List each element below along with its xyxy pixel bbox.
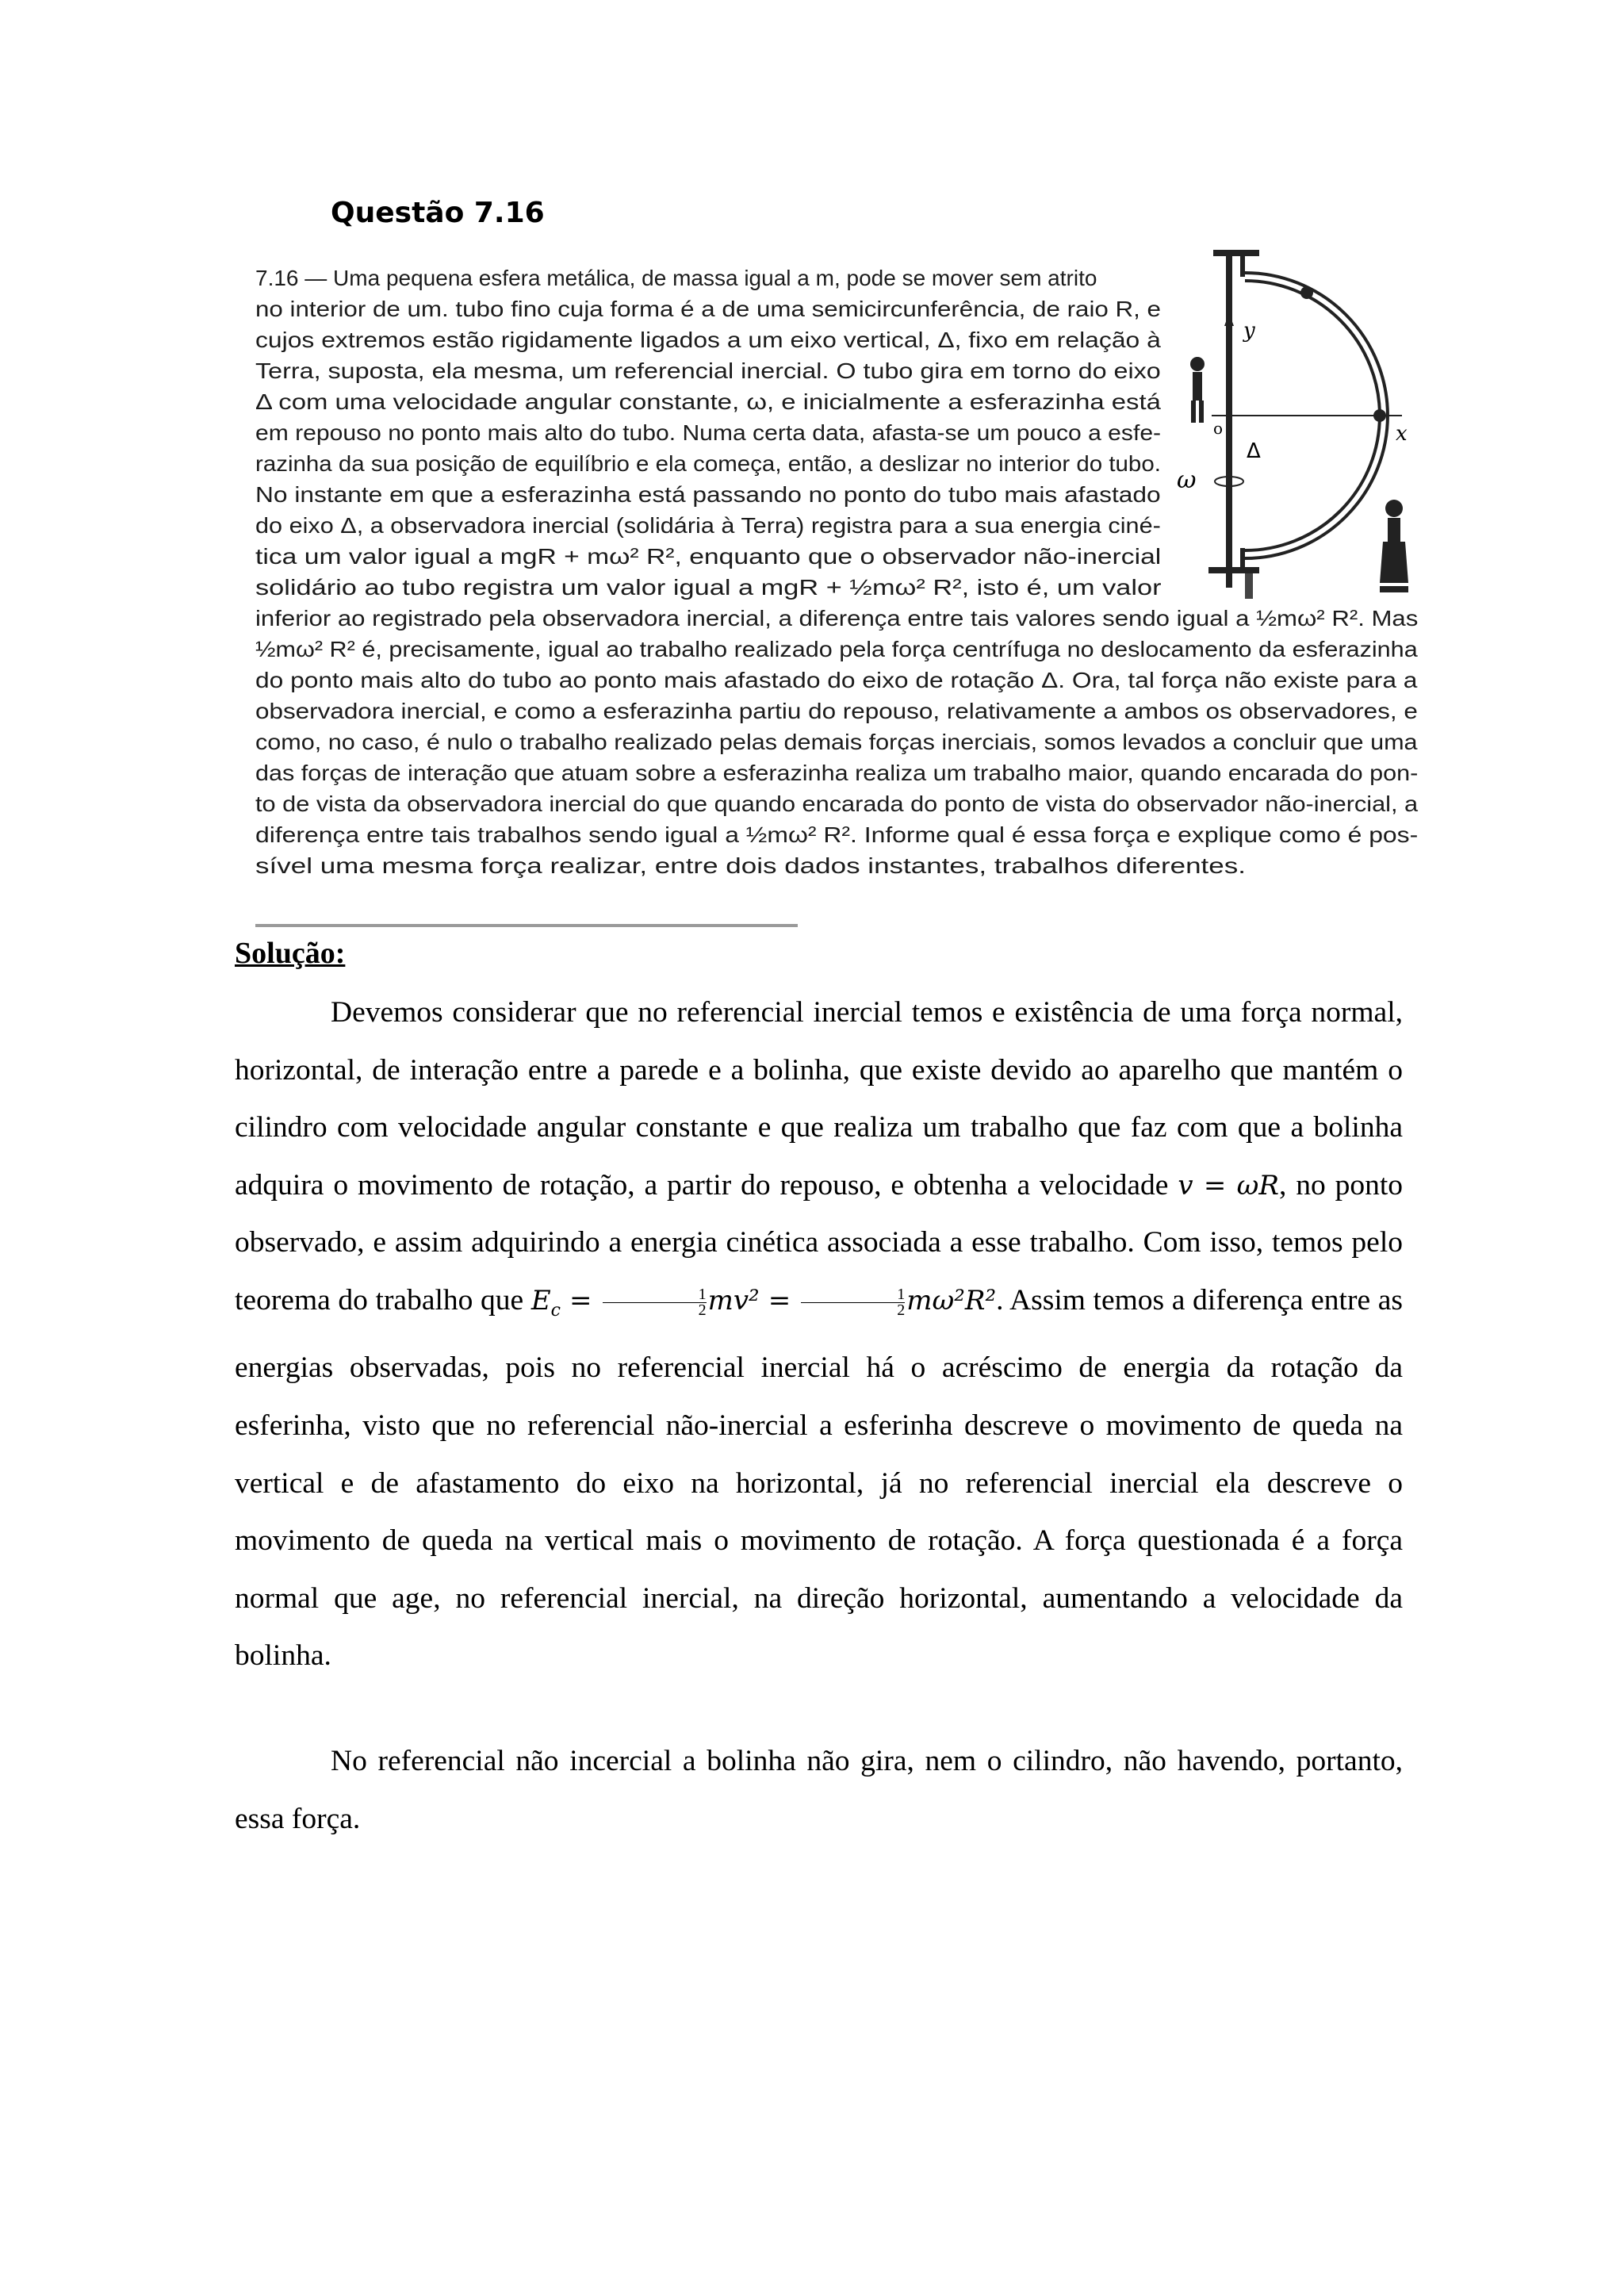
- lower-clamp: [1240, 548, 1245, 567]
- scan-line: No instante em que a esferazinha está passando no ponto do tubo mais afastado: [255, 482, 1161, 507]
- scan-line: 7.16 — Uma pequena esfera metálica, de massa igual a m, pode se mover sem atrito: [255, 266, 1097, 290]
- scan-line: em repouso no ponto mais alto do tubo. Numa certa data, afasta-se um pouco a esfe-: [255, 420, 1162, 445]
- equals-sign: =: [560, 1284, 601, 1317]
- fraction-half: [603, 1287, 707, 1318]
- p1-text-b: , no ponto observado, e assim adquirindo a energia cinética associada a esse trabalho. Com isso, temos pelo teorema do trabalho que: [235, 1168, 1403, 1317]
- vertical-axis-shaft: [1226, 255, 1232, 588]
- scan-line: Δ com uma velocidade angular constante, ω, e inicialmente a esferazinha está: [255, 389, 1161, 414]
- scan-line: tica um valor igual a mgR + mω² R², enquanto que o observador não-inercial: [255, 544, 1162, 569]
- energy-E: E: [530, 1284, 551, 1317]
- scan-line: razinha da sua posição de equilíbrio e ela começa, então, a deslizar no interior do tubo.: [255, 451, 1161, 476]
- scan-line: inferior ao registrado pela observadora inercial, a diferença entre tais valores sendo igual a ½mω² R². Mas: [255, 606, 1419, 631]
- scan-line: das forças de interação que atuam sobre a esferazinha realiza um trabalho maior, quando encarada do pon-: [255, 761, 1419, 785]
- scan-line: cujos extremos estão rigidamente ligados a um eixo vertical, Δ, fixo em relação à: [255, 328, 1161, 352]
- question-title: Questão 7.16: [331, 197, 545, 229]
- upper-clamp: [1240, 255, 1245, 277]
- p1-text-c: . Assim temos a diferença entre as energias observadas, pois no referencial inercial há o acréscimo de energia da rotação da esferinha, visto que no referencial não-inercial a esferinha descreve o movimento de queda na vertical e de afastamento do eixo na horizontal, já no referencial inercial ela descreve o movimento de queda na vertical mais o movimento de rotação. A força questionada é a força normal que age, no referencial inercial, na direção horizontal, aumentando a velocidade da bolinha.: [235, 1283, 1403, 1673]
- fraction-denominator: 2: [698, 1301, 707, 1319]
- p1-text-a: Devemos considerar que no referencial inercial temos e existência de uma força normal, horizontal, de interação entre a parede e a bolinha, que existe devido ao aparelho que mantém o cilindro com velocidade angular constante e que realiza um trabalho que faz com que a bolinha adquira o movimento de rotação, a partir do repouso, e obtenha a velocidade: [235, 996, 1403, 1202]
- scan-line: ½mω² R² é, precisamente, igual ao trabalho realizado pela força centrífuga no deslocamento da esferazinha: [255, 637, 1418, 661]
- fraction-numerator: 1: [801, 1287, 905, 1303]
- label-omega: ω: [1177, 466, 1197, 494]
- kinetic-energy-symbol: [530, 1284, 601, 1320]
- scan-line: do eixo Δ, a observadora inercial (solidária à Terra) registra para a sua energia ciné-: [255, 513, 1161, 538]
- fraction-numerator: 1: [603, 1287, 707, 1303]
- mv2-term: mv² =: [707, 1284, 800, 1317]
- scan-line: sível uma mesma força realizar, entre dois dados instantes, trabalhos diferentes.: [255, 853, 1246, 878]
- scan-line: como, no caso, é nulo o trabalho realizado pelas demais forças inerciais, somos levados a concluir que uma: [255, 730, 1418, 754]
- scan-line: solidário ao tubo registra um valor igual a mgR + ½mω² R², isto é, um valor: [255, 575, 1162, 600]
- scan-line: to de vista da observadora inercial do que quando encarada do ponto de vista do observador não-inercial, a: [255, 792, 1419, 816]
- energy-subscript: c: [550, 1300, 561, 1320]
- momega2R2-term: mω²R²: [906, 1284, 997, 1317]
- inertial-observer-icon: [1380, 500, 1408, 592]
- solution-paragraph-1: [235, 984, 1403, 1685]
- scan-line: observadora inercial, e como a esferazinha partiu do repouso, relativamente a ambos os observadores, e: [255, 699, 1418, 723]
- label-axis: Δ: [1247, 439, 1261, 463]
- label-x: x: [1396, 422, 1408, 446]
- rotating-tube-figure: [1177, 250, 1418, 623]
- scan-underline: [255, 924, 798, 927]
- scan-line: Terra, suposta, ela mesma, um referencial inercial. O tubo gira em torno do eixo: [255, 358, 1161, 383]
- label-y: y: [1243, 319, 1255, 343]
- scan-line: do ponto mais alto do tubo ao ponto mais afastado do eixo de rotação Δ. Ora, tal força não existe para a: [255, 668, 1418, 692]
- scan-line: diferença entre tais trabalhos sendo igual a ½mω² R². Informe qual é essa força e explique como é pos-: [255, 822, 1419, 847]
- base-support: [1245, 573, 1253, 599]
- fraction-half: [801, 1287, 905, 1318]
- scan-line: no interior de um. tubo fino cuja forma é a de uma semicircunferência, de raio R, e: [255, 297, 1161, 321]
- fraction-denominator: 2: [897, 1301, 906, 1319]
- label-origin: o: [1213, 419, 1224, 438]
- base-bar: [1208, 567, 1259, 573]
- top-bar: [1213, 250, 1259, 256]
- solution-paragraph-2: No referencial não incercial a bolinha não gira, nem o cilindro, não havendo, portanto, essa força.: [235, 1745, 1403, 1835]
- solution-heading: Solução:: [235, 937, 346, 970]
- sphere-top: [1300, 286, 1313, 299]
- y-arrow-icon: [1224, 313, 1234, 326]
- velocity-formula: v = ωR: [1178, 1169, 1279, 1202]
